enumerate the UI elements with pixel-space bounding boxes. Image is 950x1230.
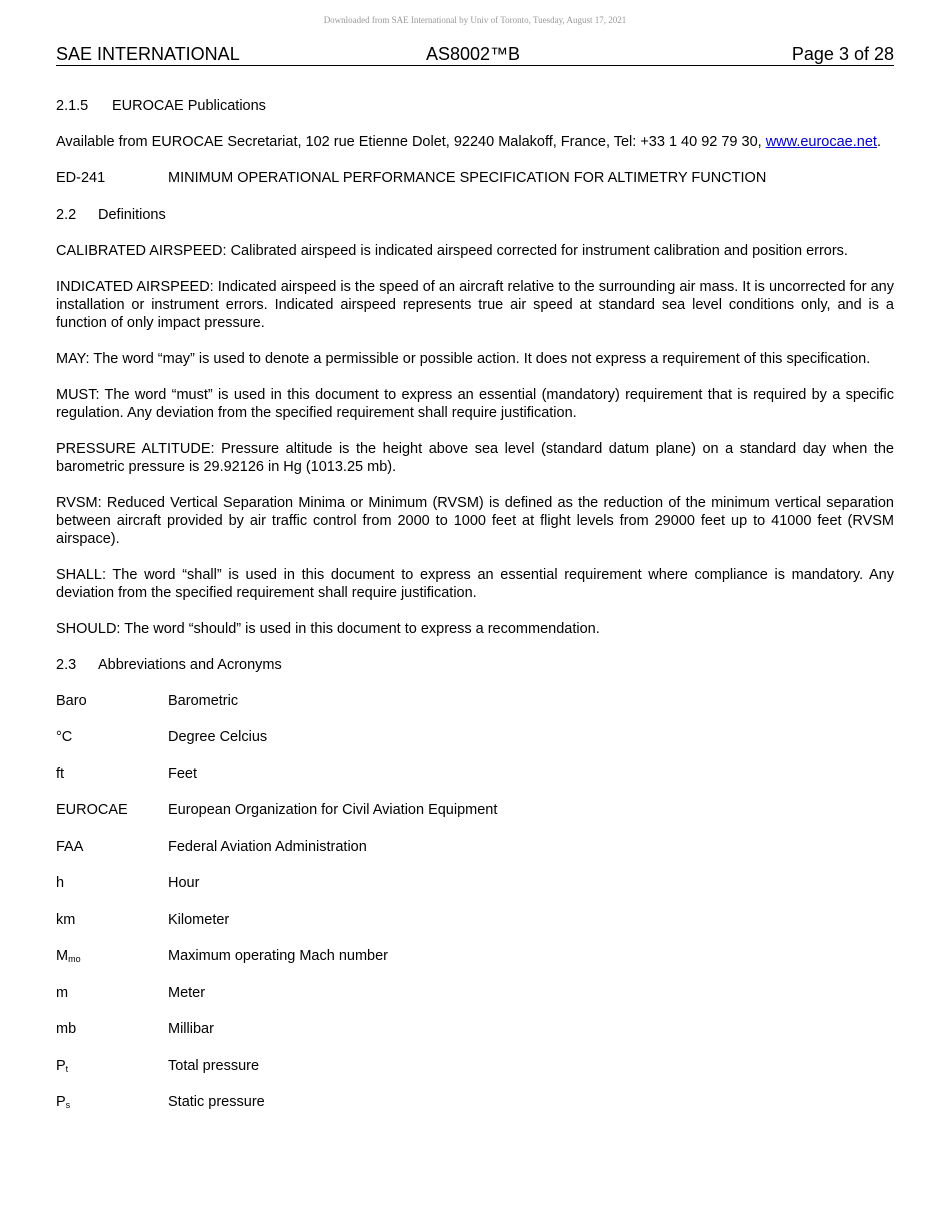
reference-title: MINIMUM OPERATIONAL PERFORMANCE SPECIFICATION FOR ALTIMETRY FUNCTION bbox=[168, 170, 767, 186]
definition-pressure-altitude: PRESSURE ALTITUDE: Pressure altitude is the height above sea level (standard datum plane) on a standard day when the barometric pressure is 29.92126 in Hg (1013.25 mb). bbox=[56, 440, 894, 475]
abbreviation-term: m bbox=[56, 984, 69, 1001]
abbreviation-definition: Degree Celcius bbox=[168, 729, 268, 745]
definition-calibrated-airspeed: CALIBRATED AIRSPEED: Calibrated airspeed is indicated airspeed corrected for instrument calibration and position errors. bbox=[56, 242, 848, 259]
abbreviation-row bbox=[56, 728, 894, 746]
abbreviation-term: °C bbox=[56, 729, 73, 745]
abbreviation-term: mb bbox=[56, 1021, 77, 1037]
definition-should: SHOULD: The word “should” is used in this document to express a recommendation. bbox=[56, 620, 600, 637]
abbreviation-term: km bbox=[56, 911, 76, 928]
abbreviation-definition: Hour bbox=[168, 875, 200, 891]
abbreviation-term: h bbox=[56, 875, 65, 891]
abbreviation-definition: Millibar bbox=[168, 1021, 214, 1037]
section-title: Abbreviations and Acronyms bbox=[98, 656, 282, 673]
abbreviation-symbol: P bbox=[56, 1094, 66, 1110]
section-title: EUROCAE Publications bbox=[112, 98, 266, 114]
abbreviation-definition: Meter bbox=[168, 984, 206, 1001]
abbreviation-row bbox=[56, 874, 894, 892]
page-header bbox=[56, 43, 894, 66]
abbreviation-term bbox=[56, 947, 81, 965]
abbreviation-term: ft bbox=[56, 765, 65, 782]
abbreviation-row bbox=[56, 1093, 894, 1111]
reference-ed241 bbox=[56, 169, 894, 187]
abbreviation-definition: Total pressure bbox=[168, 1057, 260, 1074]
abbreviation-row bbox=[56, 838, 894, 856]
eurocae-availability bbox=[56, 133, 894, 151]
abbreviation-term bbox=[56, 1093, 70, 1111]
abbreviation-row bbox=[56, 1020, 894, 1038]
abbreviation-definition: Kilometer bbox=[168, 911, 230, 928]
abbreviation-subscript: t bbox=[65, 1063, 69, 1074]
abbreviation-term: FAA bbox=[56, 838, 84, 855]
abbreviation-row bbox=[56, 801, 894, 819]
abbreviation-row bbox=[56, 947, 894, 965]
abbreviation-definition: European Organization for Civil Aviation Equipment bbox=[168, 802, 498, 818]
definition-indicated-airspeed: INDICATED AIRSPEED: Indicated airspeed is the speed of an aircraft relative to the surrounding air mass. It is uncorrected for any installation or instrument errors. Indicated airspeed represents true air speed at standard sea level conditions only, and is a function of only impact pressure. bbox=[56, 278, 894, 331]
header-document-id: AS8002™B bbox=[426, 44, 521, 64]
abbreviation-row bbox=[56, 1057, 894, 1075]
abbreviation-subscript: mo bbox=[68, 954, 81, 964]
definition-shall: SHALL: The word “shall” is used in this document to express an essential requirement where compliance is mandatory. Any deviation from the specified requirement shall require justification. bbox=[56, 566, 894, 601]
abbreviation-definition: Feet bbox=[168, 765, 198, 782]
abbreviation-subscript: s bbox=[65, 1100, 71, 1110]
document-body bbox=[56, 97, 894, 1130]
eurocae-text: Available from EUROCAE Secretariat, 102 rue Etienne Dolet, 92240 Malakoff, France, Tel: +33 1 40 92 79 30, bbox=[56, 134, 762, 150]
definition-rvsm: RVSM: Reduced Vertical Separation Minima or Minimum (RVSM) is defined as the reduction of the minimum vertical separation between aircraft provided by air traffic control from 2000 to 1000 feet at flight levels from 29000 feet up to 41000 feet (RVSM airspace). bbox=[56, 494, 894, 547]
abbreviation-row bbox=[56, 984, 894, 1002]
abbreviation-definition: Federal Aviation Administration bbox=[168, 838, 367, 855]
eurocae-end: . bbox=[876, 134, 881, 150]
section-title: Definitions bbox=[98, 206, 166, 223]
abbreviation-row bbox=[56, 911, 894, 929]
download-watermark: Downloaded from SAE International by Univ of Toronto, Tuesday, August 17, 2021 bbox=[323, 15, 627, 25]
section-heading-2-3 bbox=[56, 656, 894, 674]
header-organization: SAE INTERNATIONAL bbox=[56, 44, 240, 64]
abbreviation-symbol: P bbox=[56, 1057, 66, 1074]
header-page-number: Page 3 of 28 bbox=[791, 44, 894, 64]
section-number: 2.3 bbox=[56, 656, 77, 673]
reference-id: ED-241 bbox=[56, 170, 106, 186]
eurocae-link[interactable]: www.eurocae.net bbox=[765, 134, 877, 150]
abbreviation-row bbox=[56, 692, 894, 710]
abbreviation-definition: Maximum operating Mach number bbox=[168, 948, 389, 964]
abbreviation-definition: Barometric bbox=[168, 692, 239, 709]
section-number: 2.2 bbox=[56, 206, 77, 223]
section-number: 2.1.5 bbox=[56, 98, 89, 114]
abbreviation-symbol: M bbox=[56, 948, 69, 964]
abbreviation-term: EUROCAE bbox=[56, 802, 128, 818]
definition-must: MUST: The word “must” is used in this document to express an essential (mandatory) requirement that is required by a specific regulation. Any deviation from the specified requirement shall require justification. bbox=[56, 386, 894, 421]
definition-may: MAY: The word “may” is used to denote a permissible or possible action. It does not express a requirement of this specification. bbox=[56, 350, 871, 367]
section-heading-2-1-5 bbox=[56, 97, 894, 115]
abbreviation-row bbox=[56, 765, 894, 783]
section-heading-2-2 bbox=[56, 206, 894, 224]
abbreviation-term bbox=[56, 1057, 68, 1075]
abbreviation-definition: Static pressure bbox=[168, 1094, 265, 1110]
abbreviation-term: Baro bbox=[56, 692, 87, 709]
